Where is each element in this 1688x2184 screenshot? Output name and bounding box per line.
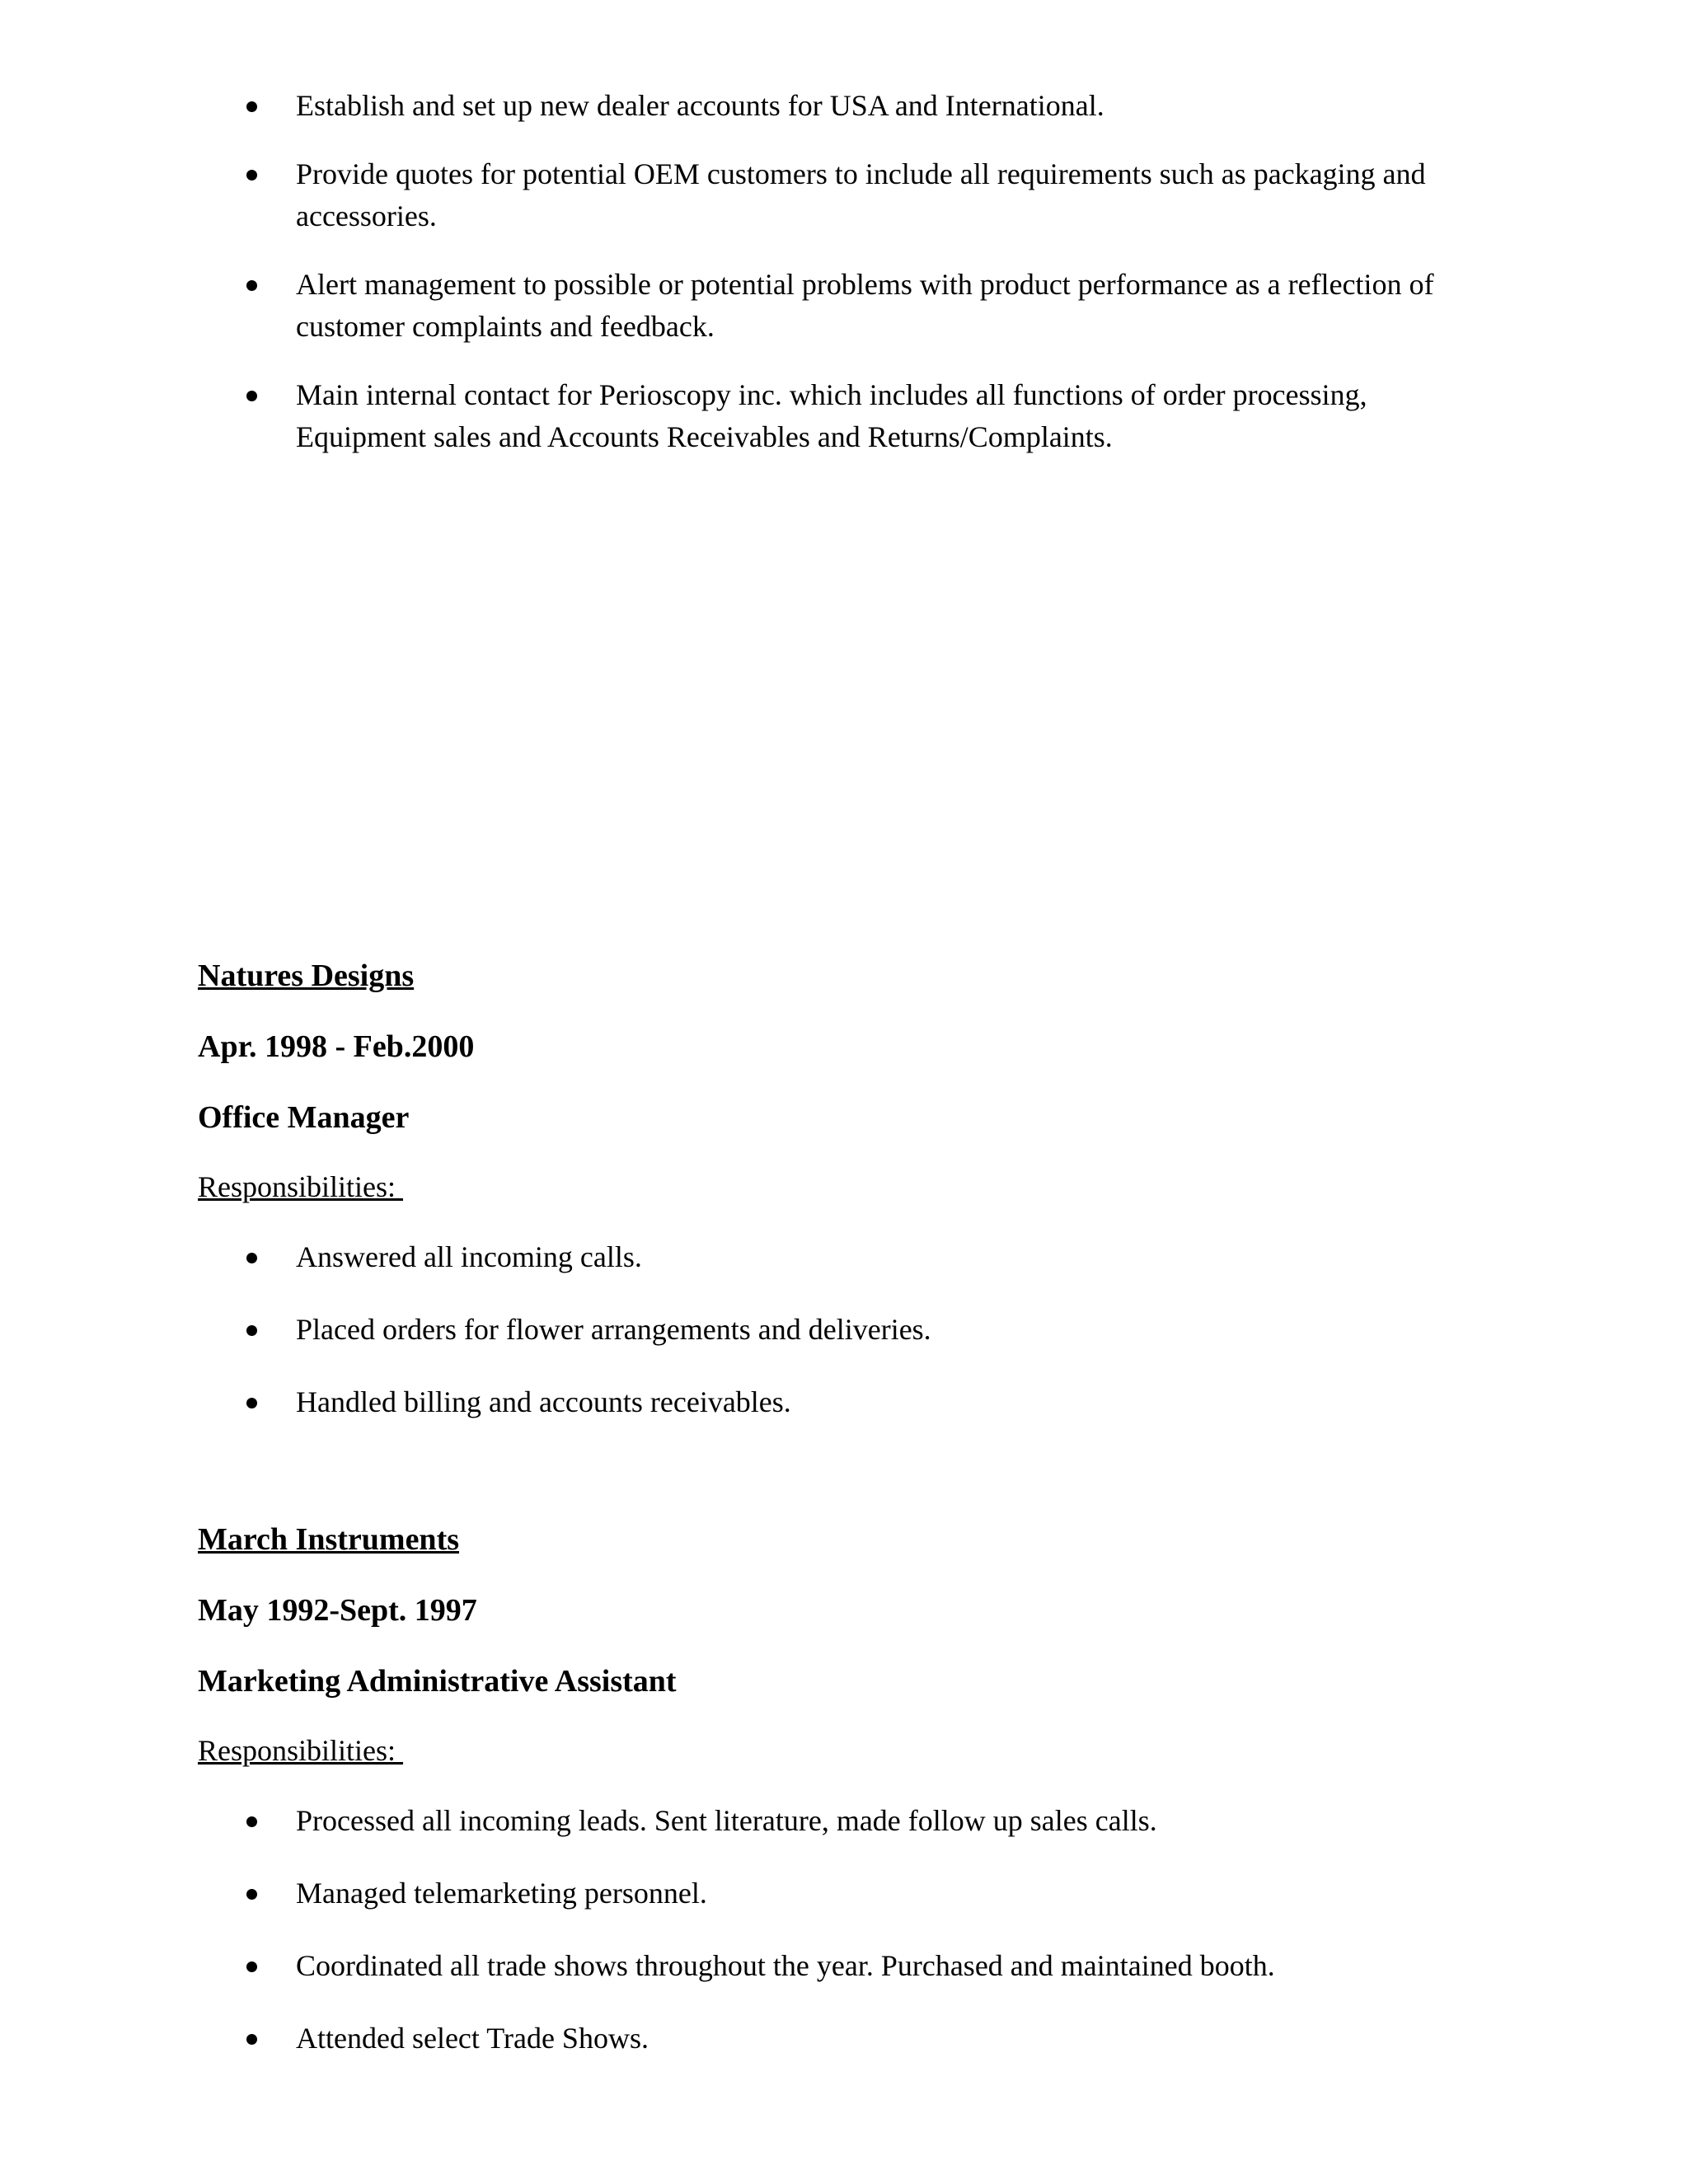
bullet-text: Alert management to possible or potential problems with product performance as a reflection of customer complaints and feedback. xyxy=(296,268,1434,343)
list-item xyxy=(0,1800,1688,1842)
responsibilities-label: Responsibilities: xyxy=(198,1170,404,1203)
bullet-icon xyxy=(246,1889,257,1900)
bullet-icon xyxy=(246,1961,257,1972)
bullet-text: Placed orders for flower arrangements and deliveries. xyxy=(296,1313,931,1346)
bullet-icon xyxy=(246,2034,257,2045)
bullet-icon xyxy=(246,170,257,180)
responsibilities-label: Responsibilities: xyxy=(198,1734,404,1767)
list-item xyxy=(0,85,1688,127)
bullet-icon xyxy=(246,280,257,291)
list-item xyxy=(0,264,1688,348)
bullet-text: Managed telemarketing personnel. xyxy=(296,1877,707,1910)
list-item xyxy=(0,1945,1688,1987)
natures-designs-responsibilities-list xyxy=(0,1236,1688,1423)
job-title: Office Manager xyxy=(198,1100,410,1135)
list-item xyxy=(0,1309,1688,1351)
job-title: Marketing Administrative Assistant xyxy=(198,1664,677,1699)
bullet-text: Answered all incoming calls. xyxy=(296,1240,642,1273)
bullet-text: Coordinated all trade shows throughout the year. Purchased and maintained booth. xyxy=(296,1949,1275,1982)
employment-dates: Apr. 1998 - Feb.2000 xyxy=(198,1029,475,1064)
bullet-text: Handled billing and accounts receivables. xyxy=(296,1385,791,1418)
march-instruments-responsibilities-list xyxy=(0,1800,1688,2060)
bullet-text: Processed all incoming leads. Sent literature, made follow up sales calls. xyxy=(296,1804,1157,1837)
bullet-text: Attended select Trade Shows. xyxy=(296,2022,649,2055)
list-item xyxy=(0,2018,1688,2060)
bullet-text: Establish and set up new dealer accounts for USA and International. xyxy=(296,89,1104,122)
list-item xyxy=(0,374,1688,458)
company-name: Natures Designs xyxy=(198,958,415,993)
previous-job-responsibilities-list xyxy=(0,85,1688,458)
company-name: March Instruments xyxy=(198,1522,460,1557)
bullet-icon xyxy=(246,391,257,401)
list-item xyxy=(0,1236,1688,1278)
employment-dates: May 1992-Sept. 1997 xyxy=(198,1593,477,1628)
bullet-icon xyxy=(246,1816,257,1827)
job-natures-designs xyxy=(198,956,1484,1207)
list-item xyxy=(0,153,1688,237)
list-item xyxy=(0,1872,1688,1915)
bullet-text: Provide quotes for potential OEM customers to include all requirements such as packaging and accessories. xyxy=(296,157,1426,232)
bullet-icon xyxy=(246,1398,257,1408)
job-march-instruments xyxy=(198,1520,1484,1770)
list-item xyxy=(0,1381,1688,1423)
bullet-icon xyxy=(246,101,257,112)
bullet-icon xyxy=(246,1325,257,1336)
bullet-text: Main internal contact for Perioscopy inc. which includes all functions of order processing, Equipment sales and Accounts Receivables and Returns/Complaints. xyxy=(296,378,1367,453)
bullet-icon xyxy=(246,1253,257,1263)
